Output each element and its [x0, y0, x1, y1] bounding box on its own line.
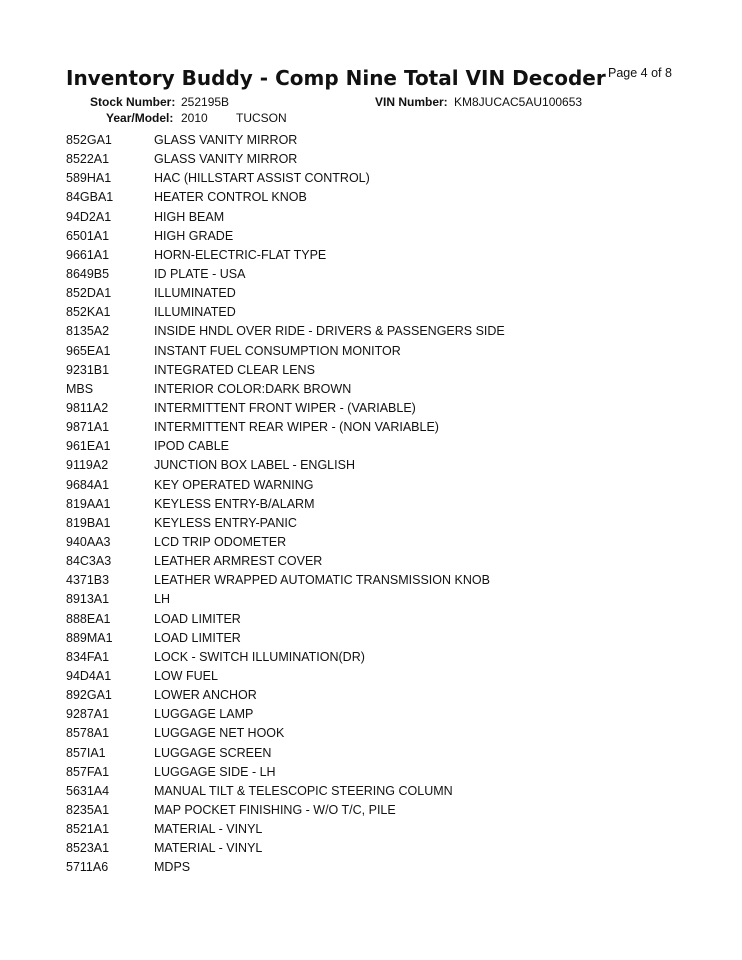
list-item [66, 265, 686, 284]
list-item [66, 131, 686, 150]
list-item [66, 782, 686, 801]
option-code: 888EA1 [66, 611, 111, 626]
list-item [66, 169, 686, 188]
option-description: MANUAL TILT & TELESCOPIC STEERING COLUMN [154, 783, 453, 798]
model-value: TUCSON [236, 111, 287, 125]
option-code: 8522A1 [66, 152, 110, 167]
option-code: 8578A1 [66, 726, 110, 741]
option-description: MAP POCKET FINISHING - W/O T/C, PILE [154, 802, 396, 817]
option-description: HEATER CONTROL KNOB [154, 190, 307, 205]
list-item [66, 284, 686, 303]
option-description: LOWER ANCHOR [154, 688, 257, 703]
list-item [66, 188, 686, 207]
option-description: INSTANT FUEL CONSUMPTION MONITOR [154, 343, 401, 358]
list-item [66, 418, 686, 437]
option-code: 9871A1 [66, 420, 110, 435]
option-description: LOW FUEL [154, 668, 218, 683]
option-description: GLASS VANITY MIRROR [154, 133, 298, 147]
option-description: INSIDE HNDL OVER RIDE - DRIVERS & PASSENGERS SIDE [154, 324, 505, 339]
year-value: 2010 [181, 111, 208, 125]
option-description: LEATHER ARMREST COVER [154, 554, 323, 569]
list-item [66, 208, 686, 227]
option-code: 852KA1 [66, 305, 111, 320]
option-code: 8521A1 [66, 822, 110, 837]
option-description: HORN-ELECTRIC-FLAT TYPE [154, 247, 327, 262]
year-model-label: Year/Model: [106, 111, 174, 125]
list-item [66, 476, 686, 495]
list-item [66, 552, 686, 571]
option-description: KEYLESS ENTRY-PANIC [154, 515, 297, 530]
list-item [66, 724, 686, 743]
list-item [66, 380, 686, 399]
option-code: 852GA1 [66, 133, 112, 147]
list-item [66, 571, 686, 590]
list-item [66, 629, 686, 648]
list-item [66, 820, 686, 839]
option-description: LUGGAGE NET HOOK [154, 726, 285, 741]
option-description: IPOD CABLE [154, 439, 230, 454]
list-item [66, 667, 686, 686]
option-code: MBS [66, 381, 94, 396]
option-code: 6501A1 [66, 228, 110, 243]
option-code: 819AA1 [66, 496, 111, 511]
vin-number-label: VIN Number: [375, 95, 448, 109]
option-code: 84GBA1 [66, 190, 114, 205]
list-item [66, 246, 686, 265]
list-item [66, 361, 686, 380]
page-number: Page 4 of 8 [608, 66, 672, 80]
list-item [66, 648, 686, 667]
option-code: 889MA1 [66, 630, 113, 645]
option-description: INTERMITTENT REAR WIPER - (NON VARIABLE) [154, 420, 439, 435]
stock-number-value: 252195B [181, 95, 230, 109]
option-description: LH [154, 592, 170, 607]
option-code: 9684A1 [66, 477, 110, 492]
option-code: 94D2A1 [66, 209, 112, 224]
list-item [66, 456, 686, 475]
list-item [66, 342, 686, 361]
list-item [66, 514, 686, 533]
option-code: 961EA1 [66, 439, 111, 454]
list-item [66, 858, 686, 877]
option-description: ILLUMINATED [154, 305, 236, 320]
option-code: 94D4A1 [66, 668, 112, 683]
option-description: HIGH GRADE [154, 228, 234, 243]
option-code: 589HA1 [66, 171, 112, 186]
list-item [66, 533, 686, 552]
option-code: 834FA1 [66, 649, 110, 664]
list-item [66, 495, 686, 514]
list-item [66, 610, 686, 629]
vin-number-value: KM8JUCAC5AU100653 [454, 95, 583, 109]
option-description: LUGGAGE LAMP [154, 707, 254, 722]
option-code: 9811A2 [66, 400, 109, 415]
option-description: LEATHER WRAPPED AUTOMATIC TRANSMISSION KNOB [154, 573, 490, 588]
option-code: 4371B3 [66, 573, 110, 588]
list-item [66, 801, 686, 820]
list-item [66, 686, 686, 705]
option-code: 9231B1 [66, 362, 110, 377]
stock-number-label: Stock Number: [90, 95, 176, 109]
option-description: LOAD LIMITER [154, 630, 241, 645]
list-item [66, 590, 686, 609]
option-code: 8235A1 [66, 802, 110, 817]
option-code: 892GA1 [66, 688, 112, 703]
option-code: 9119A2 [66, 458, 109, 473]
option-code: 84C3A3 [66, 554, 112, 569]
option-code: 8523A1 [66, 841, 110, 856]
option-description: HAC (HILLSTART ASSIST CONTROL) [154, 171, 370, 186]
option-code: 5631A4 [66, 783, 110, 798]
option-description: MDPS [154, 860, 191, 875]
option-code: 8913A1 [66, 592, 110, 607]
option-description: LUGGAGE SCREEN [154, 745, 272, 760]
option-description: HIGH BEAM [154, 209, 225, 224]
option-description: LOAD LIMITER [154, 611, 241, 626]
option-code: 965EA1 [66, 343, 111, 358]
option-code: 819BA1 [66, 515, 111, 530]
option-code: 5711A6 [66, 860, 109, 875]
list-item [66, 744, 686, 763]
option-code: 940AA3 [66, 534, 111, 549]
list-item [66, 227, 686, 246]
list-item [66, 705, 686, 724]
option-description: GLASS VANITY MIRROR [154, 152, 298, 167]
option-description: ID PLATE - USA [154, 266, 246, 281]
option-description: INTERIOR COLOR:DARK BROWN [154, 381, 352, 396]
list-item [66, 150, 686, 169]
option-code: 857IA1 [66, 745, 106, 760]
option-description: MATERIAL - VINYL [154, 841, 263, 856]
option-code: 852DA1 [66, 286, 112, 301]
list-item [66, 839, 686, 858]
option-code: 9287A1 [66, 707, 110, 722]
list-item [66, 399, 686, 418]
option-description: KEYLESS ENTRY-B/ALARM [154, 496, 315, 511]
list-item [66, 437, 686, 456]
option-description: JUNCTION BOX LABEL - ENGLISH [154, 458, 355, 473]
list-item [66, 322, 686, 341]
list-item [66, 303, 686, 322]
option-description: ILLUMINATED [154, 286, 236, 301]
option-code-list [66, 131, 686, 877]
option-description: MATERIAL - VINYL [154, 822, 263, 837]
list-item [66, 763, 686, 782]
option-description: LCD TRIP ODOMETER [154, 534, 287, 549]
option-description: LOCK - SWITCH ILLUMINATION(DR) [154, 649, 365, 664]
document-title: Inventory Buddy - Comp Nine Total VIN Decoder [66, 66, 606, 90]
option-code: 8649B5 [66, 266, 110, 281]
option-code: 8135A2 [66, 324, 110, 339]
option-description: LUGGAGE SIDE - LH [154, 764, 276, 779]
option-code: 857FA1 [66, 764, 110, 779]
option-code: 9661A1 [66, 247, 110, 262]
option-description: KEY OPERATED WARNING [154, 477, 314, 492]
option-description: INTEGRATED CLEAR LENS [154, 362, 315, 377]
option-description: INTERMITTENT FRONT WIPER - (VARIABLE) [154, 400, 416, 415]
